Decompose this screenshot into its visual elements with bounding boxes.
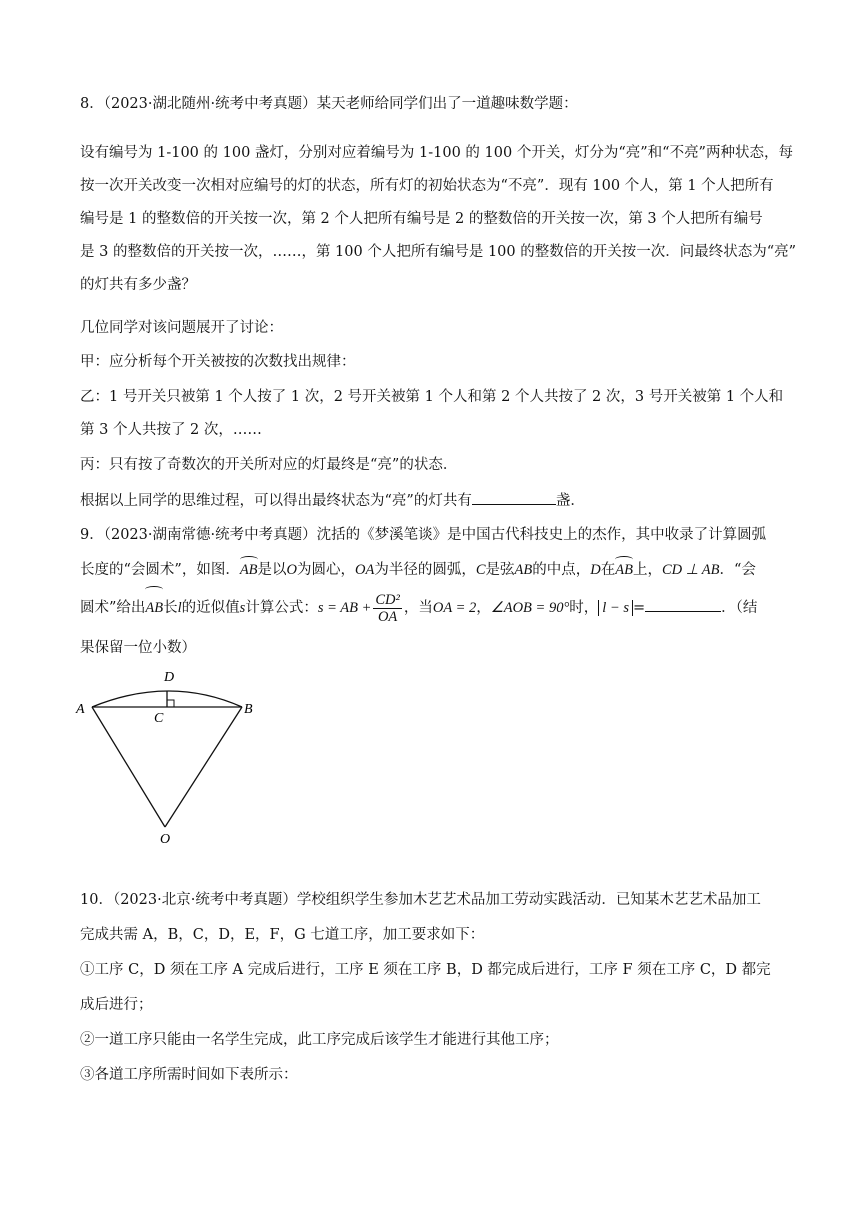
q9-text: ，当 [403, 600, 433, 616]
q9-text: 计算公式： [245, 600, 318, 616]
q9-text: 在 [600, 562, 616, 578]
formula-fraction [373, 592, 402, 625]
q9-text: ．“会 [719, 562, 756, 578]
q8-text-line1: 设有编号为 1-100 的 100 盏灯，分别对应着编号为 1-100 的 100 个开关，灯分为“亮”和“不亮”两种状态，每 [80, 145, 793, 161]
q9-text: 圆术”给出 [80, 600, 146, 616]
var-ab: AB [514, 562, 533, 578]
var-oa: OA [355, 562, 375, 578]
q9-text: 上， [632, 562, 662, 578]
q10-requirement-2: ②一道工序只能由一名学生完成，此工序完成后该学生才能进行其他工序； [80, 1032, 559, 1048]
q9-text-line2 [80, 560, 756, 580]
label-c: C [154, 711, 164, 726]
q9-text: ， [476, 600, 491, 616]
q8-answer-blank [472, 490, 556, 505]
q8-conclusion-unit: 盏． [555, 493, 585, 509]
q8-student-yi-line2: 第 3 个人共按了 2 次，…… [80, 422, 262, 438]
label-o: O [160, 832, 171, 847]
condition-angle: ∠AOB = 90° [490, 600, 570, 616]
abs-expression: l − s [598, 600, 633, 616]
arc-ab-symbol: AB [145, 590, 163, 626]
fraction-numerator: CD² [375, 591, 400, 608]
equals-sign: = [632, 600, 646, 616]
q9-text: 的中点， [532, 562, 591, 578]
radius-ob [165, 707, 242, 827]
q10-requirement-1-cont: 成后进行； [80, 997, 153, 1013]
q8-text-line4: 是 3 的整数倍的开关按一次，……，第 100 个人把所有编号是 100 的整数倍的开关按一次．问最终状态为“亮” [80, 244, 797, 260]
right-angle-mark [167, 700, 174, 707]
q9-geometry-figure [70, 665, 270, 850]
q9-answer-blank [645, 597, 721, 612]
q8-header: 8．（2023·湖北随州·统考中考真题）某天老师给同学们出了一道趣味数学题： [80, 96, 578, 112]
perp-relation: CD ⊥ AB [661, 562, 720, 578]
fraction-denominator: OA [377, 608, 398, 625]
var-c: C [475, 562, 486, 578]
arc-ab-symbol: AB [615, 562, 633, 578]
q10-header: 10．（2023·北京·统考中考真题）学校组织学生参加木艺艺术品加工劳动实践活动．已知某木艺艺术品加工 [80, 892, 761, 908]
q9-text: ．（结 [721, 600, 758, 616]
q9-text-line3 [80, 590, 757, 626]
q8-text-line5: 的灯共有多少盏？ [80, 277, 196, 293]
q8-text-line2: 按一次开关改变一次相对应编号的灯的状态，所有灯的初始状态为“不亮”．现有 100 个人，第 1 个人把所有 [80, 178, 774, 194]
label-d: D [164, 670, 175, 685]
q9-text: 的近似值 [181, 600, 240, 616]
q8-conclusion-text: 根据以上同学的思维过程，可以得出最终状态为“亮”的灯共有 [80, 493, 472, 509]
var-l: l [177, 600, 182, 616]
q9-text: 为圆心， [297, 562, 356, 578]
label-b: B [244, 702, 253, 717]
q10-requirement-1: ①工序 C，D 须在工序 A 完成后进行，工序 E 须在工序 B，D 都完成后进行，工序 F 须在工序 C，D 都完 [80, 962, 771, 978]
formula-lhs: s = AB + [317, 600, 372, 616]
var-s: s [239, 600, 246, 616]
q10-text-line2: 完成共需 A，B，C，D，E，F，G 七道工序，加工要求如下： [80, 927, 485, 943]
q8-student-yi-line1: 乙：1 号开关只被第 1 个人按了 1 次，2 号开关被第 1 个人和第 2 个人共按了 2 次，3 号开关被第 1 个人和 [80, 389, 784, 405]
q9-text: 长度的“会圆术”，如图． [80, 562, 240, 578]
q8-conclusion [80, 490, 585, 511]
label-a: A [76, 702, 85, 717]
var-d: D [590, 562, 601, 578]
q9-text: 时， [569, 600, 599, 616]
arc-ab-symbol: AB [239, 562, 258, 578]
q9-text: 是以 [257, 562, 287, 578]
q9-header: 9．（2023·湖南常德·统考中考真题）沈括的《梦溪笔谈》是中国古代科技史上的杰作，其中收录了计算圆弧 [80, 527, 767, 543]
q8-student-jia: 甲：应分析每个开关被按的次数找出规律： [80, 354, 356, 370]
q9-text-line4: 果保留一位小数） [80, 640, 196, 656]
q8-student-bing: 丙：只有按了奇数次的开关所对应的灯最终是“亮”的状态． [80, 457, 458, 473]
q10-requirement-3: ③各道工序所需时间如下表所示： [80, 1067, 298, 1083]
q9-text: 是弦 [485, 562, 515, 578]
q8-discussion-intro: 几位同学对该问题展开了讨论： [80, 320, 283, 336]
q9-text: 长 [163, 600, 178, 616]
q9-text: 为半径的圆弧， [374, 562, 476, 578]
q8-text-line3: 编号是 1 的整数倍的开关按一次，第 2 个人把所有编号是 2 的整数倍的开关按一次，第 3 个人把所有编号 [80, 211, 763, 227]
condition-oa: OA = 2 [432, 600, 477, 616]
var-o: O [286, 562, 298, 578]
